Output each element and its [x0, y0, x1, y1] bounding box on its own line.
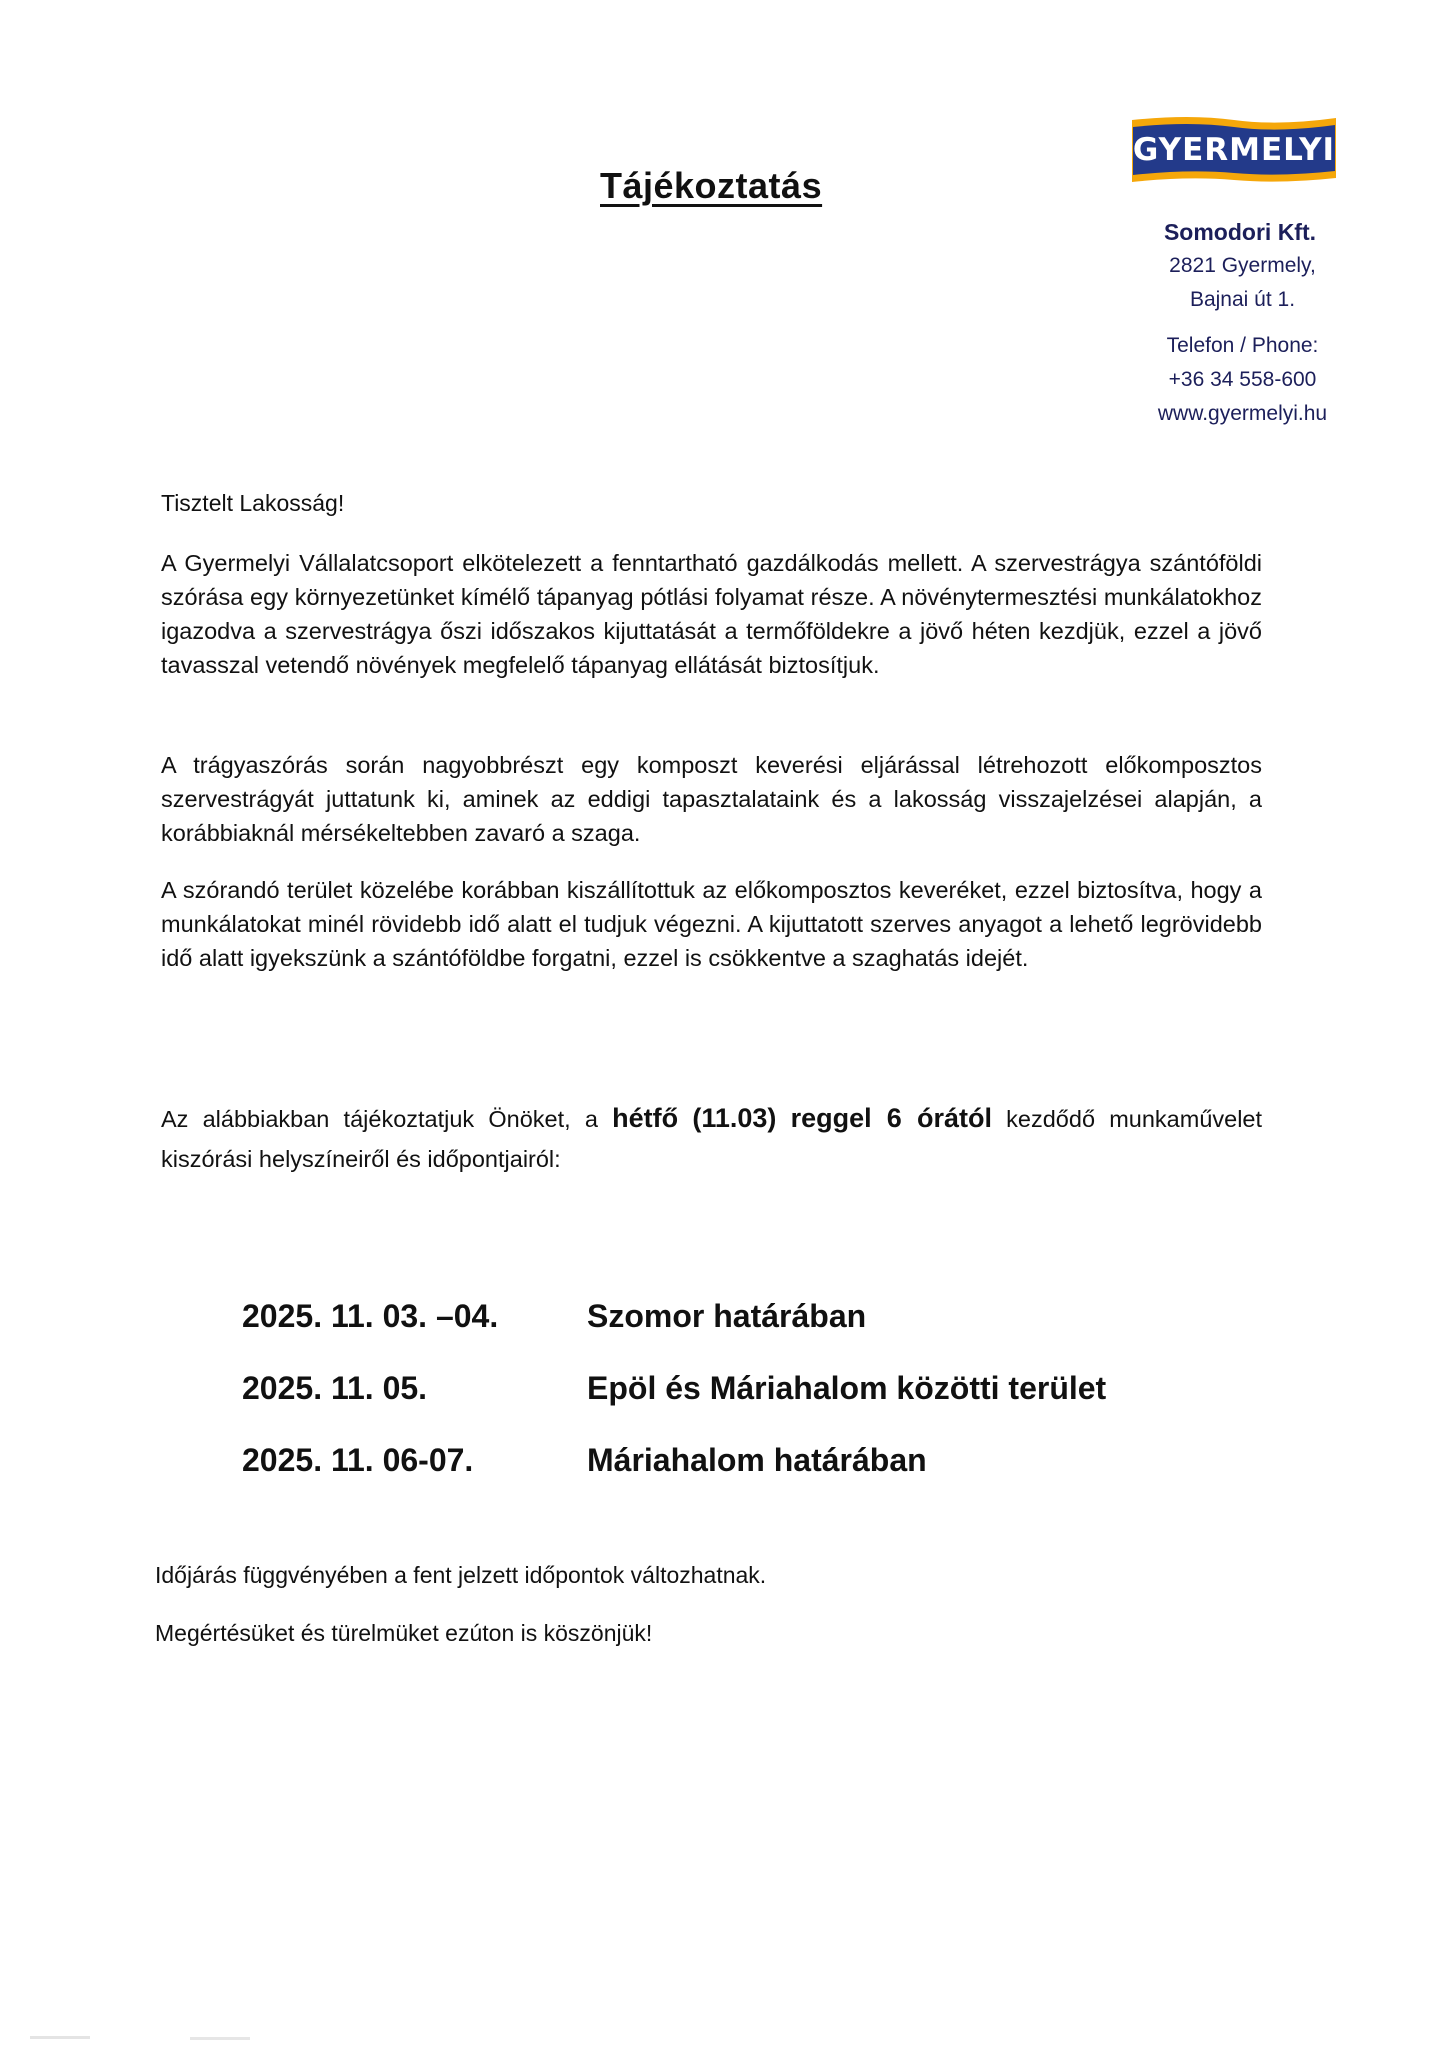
paragraph-2: A trágyaszórás során nagyobbrészt egy komposzt keverési eljárással létrehozott előkomposztos szervestrágyát juttatunk ki, aminek az eddigi tapasztalataink és a lakosság visszajelzései alapján, a korábbiaknál mérsékeltebben zavaró a szaga. [161, 752, 1262, 846]
website-link[interactable]: www.gyermelyi.hu [1157, 402, 1328, 425]
schedule-row [242, 1280, 1106, 1352]
schedule-date: 2025. 11. 03. –04. [242, 1297, 499, 1334]
announcement-day: hétfő [612, 1103, 679, 1133]
phone-label: Telefon / Phone: [1166, 334, 1319, 357]
address-line-1: 2821 Gyermely, [1169, 254, 1316, 277]
announcement-paragraph [161, 1098, 1262, 1179]
schedule-row [242, 1352, 1106, 1424]
document-title: Tájékoztatás [600, 165, 823, 206]
address-line-2: Bajnai út 1. [1189, 288, 1296, 311]
closing-thanks: Megértésüket és türelmüket ezúton is köszönjük! [155, 1620, 653, 1646]
announcement-date: (11.03) [692, 1103, 777, 1133]
schedule-list [242, 1280, 1106, 1496]
company-name: Somodori Kft. [1163, 219, 1317, 245]
scan-artifact [190, 2037, 250, 2040]
schedule-row [242, 1424, 1106, 1496]
weather-note: Időjárás függvényében a fent jelzett időpontok változhatnak. [155, 1562, 767, 1588]
schedule-place: Szomor határában [587, 1297, 867, 1334]
schedule-date: 2025. 11. 06-07. [242, 1441, 474, 1478]
announcement-suffix: kezdődő munkaművelet kiszórási helyszíneiről és időpontjairól: [161, 1106, 1263, 1172]
company-info [1090, 215, 1340, 431]
paragraph-3: A szórandó terület közelébe korábban kiszállítottuk az előkomposztos keveréket, ezzel biztosítva, hogy a munkálatokat minél rövidebb idő alatt el tudjuk végezni. A kijuttatott szerves anyagot a lehető legrövidebb idő alatt igyekszünk a szántóföldbe forgatni, ezzel is csökkentve a szaghatás idejét. [161, 877, 1262, 971]
logo-text: GYERMELYI [1132, 132, 1336, 168]
schedule-date: 2025. 11. 05. [242, 1369, 428, 1406]
schedule-place: Máriahalom határában [587, 1441, 927, 1478]
phone-number: +36 34 558-600 [1168, 368, 1317, 391]
paragraph-1: A Gyermelyi Vállalatcsoport elkötelezett a fenntartható gazdálkodás mellett. A szervestrágya szántóföldi szórása egy környezetünket kímélő tápanyag pótlási folyamat része. A növénytermesztési munkálatokhoz igazodva a szervestrágya őszi időszakos kijuttatását a termőföldekre a jövő héten kezdjük, ezzel a jövő tavasszal vetendő növények megfelelő tápanyag ellátását biztosítjuk. [161, 550, 1262, 678]
announcement-time: reggel 6 órától [790, 1103, 992, 1133]
greeting: Tisztelt Lakosság! [161, 490, 345, 516]
announcement-prefix: Az alábbiakban tájékoztatjuk Önöket, a [161, 1106, 598, 1132]
scan-artifact [30, 2036, 90, 2039]
gyermelyi-logo [1130, 112, 1338, 188]
schedule-place: Epöl és Máriahalom közötti terület [587, 1369, 1107, 1406]
